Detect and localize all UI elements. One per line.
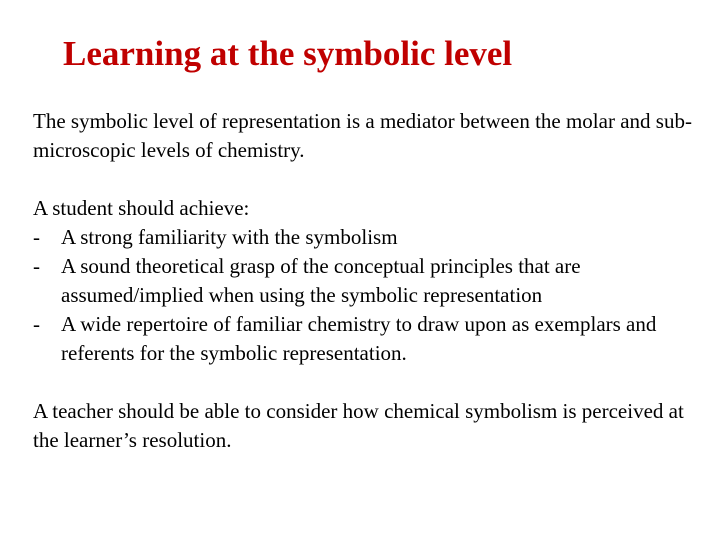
bullet-marker: - — [33, 312, 40, 336]
teacher-paragraph: A teacher should be able to consider how chemical symbolism is perceived at the learner’s resolution. — [33, 399, 684, 452]
bullet-marker: - — [33, 254, 40, 278]
spacer — [33, 165, 693, 194]
bullet-marker: - — [33, 225, 40, 249]
bullet-item — [33, 252, 693, 310]
bullet-list — [33, 223, 693, 368]
intro-paragraph: The symbolic level of representation is a mediator between the molar and sub-microscopic levels of chemistry. — [33, 109, 692, 162]
bullet-text: A sound theoretical grasp of the conceptual principles that are assumed/implied when using the symbolic representation — [61, 254, 581, 307]
bullet-item — [33, 223, 693, 252]
bullet-text: A strong familiarity with the symbolism — [61, 225, 398, 249]
slide-body — [33, 107, 693, 455]
bullet-text: A wide repertoire of familiar chemistry to draw upon as exemplars and referents for the symbolic representation. — [61, 312, 657, 365]
bullet-item — [33, 310, 693, 368]
student-intro: A student should achieve: — [33, 196, 250, 220]
slide-title: Learning at the symbolic level — [63, 34, 513, 73]
spacer — [33, 368, 693, 397]
